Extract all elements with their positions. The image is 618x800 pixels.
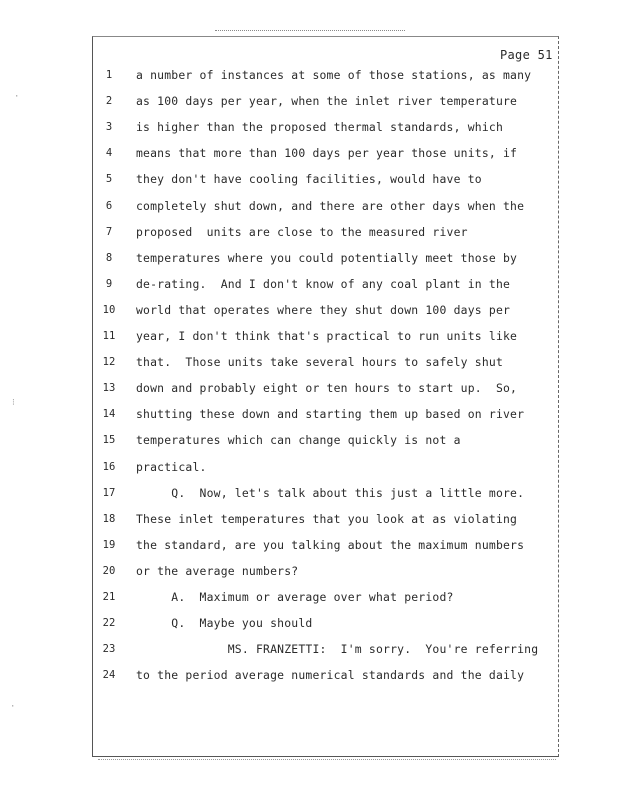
line-text: down and probably eight or ten hours to start up. So, <box>136 381 518 396</box>
line-number: 11 <box>102 330 116 342</box>
line-text: as 100 days per year, when the inlet river temperature <box>136 94 518 109</box>
transcript-line <box>0 564 618 584</box>
transcript-line <box>0 303 618 323</box>
line-text: MS. FRANZETTI: I'm sorry. You're referring <box>136 642 539 657</box>
line-text: Q. Now, let's talk about this just a little more. <box>136 485 525 500</box>
line-text: Q. Maybe you should <box>136 616 313 631</box>
line-text: proposed units are close to the measured river <box>136 224 468 239</box>
line-number: 22 <box>102 617 116 630</box>
line-number: 10 <box>102 303 116 316</box>
margin-speck: · <box>10 702 16 712</box>
line-number: 19 <box>102 538 116 551</box>
line-text: shutting these down and starting them up based on river <box>136 407 525 422</box>
line-text: or the average numbers? <box>136 563 299 578</box>
line-text: These inlet temperatures that you look at as violating <box>136 511 518 526</box>
transcript-line <box>0 538 618 558</box>
transcript-line <box>0 668 618 688</box>
line-text: year, I don't think that's practical to run units like <box>136 329 518 343</box>
line-text: A. Maximum or average over what period? <box>136 590 454 604</box>
line-text: world that operates where they shut down 100 days per <box>136 302 511 317</box>
line-number: 18 <box>102 512 116 525</box>
line-number: 23 <box>102 643 116 656</box>
transcript-line <box>0 251 618 271</box>
line-number: 15 <box>102 434 116 447</box>
line-number: 3 <box>105 121 113 134</box>
margin-speck: · <box>14 92 20 102</box>
line-number: 6 <box>105 199 113 212</box>
line-text: practical. <box>136 459 207 474</box>
transcript-line <box>0 329 618 349</box>
line-text: is higher than the proposed thermal standards, which <box>136 120 504 135</box>
transcript-line <box>0 172 618 192</box>
line-text: means that more than 100 days per year those units, if <box>136 146 518 161</box>
line-number: 17 <box>102 486 116 499</box>
transcript-line <box>0 355 618 375</box>
line-text: temperatures where you could potentially meet those by <box>136 250 518 265</box>
line-text: completely shut down, and there are other days when the <box>136 198 525 213</box>
transcript-line <box>0 277 618 297</box>
line-number: 5 <box>105 173 113 186</box>
transcript-line <box>0 199 618 219</box>
line-number: 24 <box>102 669 116 682</box>
transcript-line <box>0 433 618 453</box>
line-text: they don't have cooling facilities, would have to <box>136 172 482 187</box>
transcript-line <box>0 120 618 140</box>
line-text: to the period average numerical standards and the daily <box>136 668 525 683</box>
transcript-line <box>0 381 618 401</box>
transcript-line <box>0 68 618 88</box>
line-number: 7 <box>105 225 113 238</box>
transcript-line <box>0 486 618 506</box>
transcript-line <box>0 616 618 636</box>
line-number: 2 <box>105 95 113 108</box>
line-text: a number of instances at some of those stations, as many <box>136 68 532 82</box>
transcript-line <box>0 94 618 114</box>
transcript-line <box>0 460 618 480</box>
page-number: Page 51 <box>500 48 553 62</box>
line-text: that. Those units take several hours to safely shut <box>136 355 504 370</box>
line-text: temperatures which can change quickly is not a <box>136 433 461 448</box>
line-text: de-rating. And I don't know of any coal plant in the <box>136 276 511 291</box>
line-number: 21 <box>102 591 116 603</box>
transcript-line <box>0 642 618 662</box>
line-number: 12 <box>102 356 116 369</box>
transcript-line <box>0 225 618 245</box>
transcript-line <box>0 512 618 532</box>
line-number: 4 <box>105 147 113 160</box>
line-number: 8 <box>105 251 113 264</box>
line-number: 16 <box>102 460 116 473</box>
line-text: the standard, are you talking about the maximum numbers <box>136 537 525 552</box>
line-number: 14 <box>102 408 116 421</box>
transcript-line <box>0 590 618 610</box>
line-number: 1 <box>105 69 113 81</box>
transcript-line <box>0 407 618 427</box>
transcript-line <box>0 146 618 166</box>
line-number: 13 <box>102 382 116 395</box>
line-number: 9 <box>105 277 113 290</box>
margin-speck: ⁝ <box>12 398 15 408</box>
line-number: 20 <box>102 564 116 577</box>
